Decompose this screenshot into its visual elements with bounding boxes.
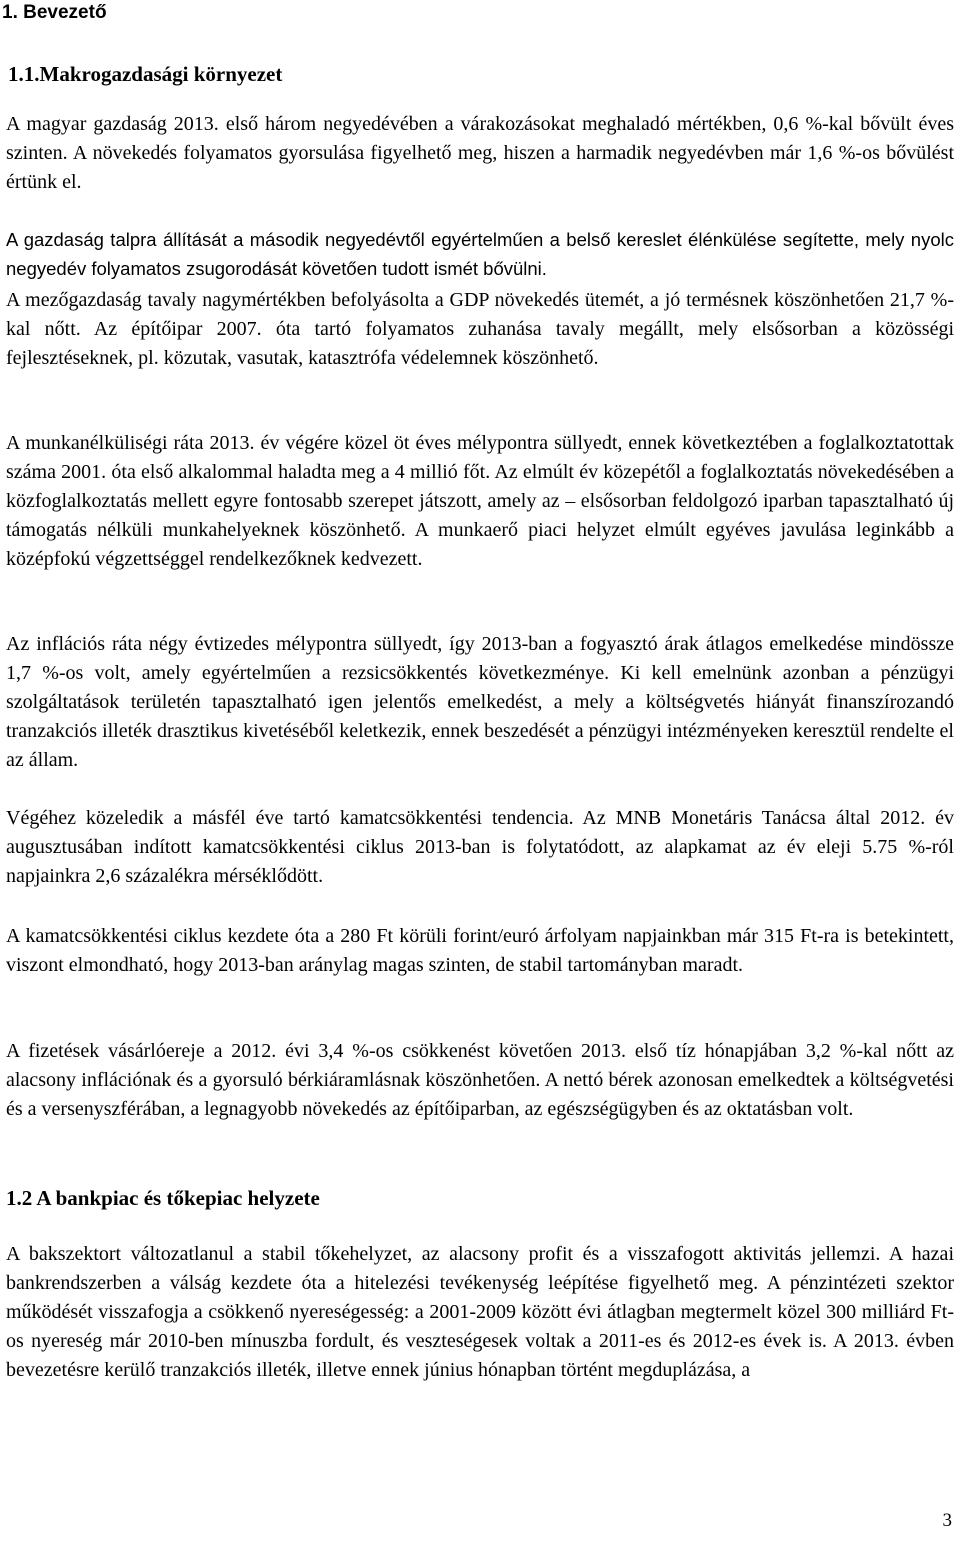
paragraph-domestic-demand: A gazdaság talpra állítását a második negyedévtől egyértelműen a belső kereslet élénkülése segítette, mely nyolc negyedév folyamatos zsugorodását követően tudott ismét bővülni. xyxy=(6,229,954,279)
paragraph-gdp: A magyar gazdaság 2013. első három negyedévében a várakozásokat meghaladó mértékben, 0,6 %-kal bővült éves szinten. A növekedés folyamatos gyorsulása figyelhető meg, hiszen a harmadik negyedévben már 1,6 %-os bővülést értünk el. xyxy=(6,113,954,193)
paragraph-interest-rate: Végéhez közeledik a másfél éve tartó kamatcsökkentési tendencia. Az MNB Monetáris Tanácsa által 2012. év augusztusában indított kamatcsökkentési ciklus 2013-ban is folytatódott, az alapkamat az év eleji 5.75 %-ról napjainkra 2,6 százalékra mérséklődött. xyxy=(6,807,954,887)
section-heading-macro: 1.1.Makrogazdasági környezet xyxy=(8,62,283,86)
page-number: 3 xyxy=(942,1510,952,1531)
paragraph-wages: A fizetések vásárlóereje a 2012. évi 3,4 %-os csökkenést követően 2013. első tíz hónapjában 3,2 %-kal nőtt az alacsony inflációnak és a gyorsuló bérkiáramlásnak köszönhetően. A nettó bérek azonosan emelkedtek a költségvetési és a versenyszférában, a legnagyobb növekedés az építőiparban, az egészségügyben és az oktatásban volt. xyxy=(6,1040,954,1120)
paragraph-agriculture: A mezőgazdaság tavaly nagymértékben befolyásolta a GDP növekedés ütemét, a jó termésnek köszönhetően 21,7 %-kal nőtt. Az építőipar 2007. óta tartó folyamatos zuhanása tavaly megállt, mely elsősorban a közösségi fejlesztéseknek, pl. közutak, vasutak, katasztrófa védelemnek köszönhető. xyxy=(6,289,954,369)
paragraph-exchange-rate: A kamatcsökkentési ciklus kezdete óta a 280 Ft körüli forint/euró árfolyam napjainkban már 315 Ft-ra is betekintett, viszont elmondható, hogy 2013-ban aránylag magas szinten, de stabil tartományban maradt. xyxy=(6,925,954,976)
paragraph-banking: A bakszektort változatlanul a stabil tőkehelyzet, az alacsony profit és a visszafogott aktivitás jellemzi. A hazai bankrendszerben a válság kezdete óta a hitelezési tevékenység leépítése figyelhető meg. A pénzintézeti szektor működését visszafogja a csökkenő nyereségesség: a 2001-2009 között évi átlagban megtermelt közel 300 milliárd Ft-os nyereség már 2010-ben mínuszba fordult, és veszteségesek voltak a 2011-es és 2012-es évek is. A 2013. évben bevezetésre kerülő tranzakciós illeték, illetve ennek június hónapban történt megduplázása, a xyxy=(6,1243,954,1381)
paragraph-inflation: Az inflációs ráta négy évtizedes mélypontra süllyedt, így 2013-ban a fogyasztó árak átlagos emelkedése mindössze 1,7 %-os volt, amely egyértelműen a rezsicsökkentés következménye. Ki kell emelnünk azonban a pénzügyi szolgáltatások területén tapasztalható igen jelentős emelkedést, a mely a költségvetés hiányát finanszírozandó tranzakciós illeték drasztikus kivetéséből keletkezik, ennek beszedését a pénzügyi intézményeken keresztül rendelte el az állam. xyxy=(6,633,954,771)
chapter-heading: 1. Bevezető xyxy=(2,2,107,23)
section-heading-bank: 1.2 A bankpiac és tőkepiac helyzete xyxy=(6,1186,320,1210)
paragraph-employment: A munkanélküliségi ráta 2013. év végére közel öt éves mélypontra süllyedt, ennek következtében a foglalkoztatottak száma 2001. óta első alkalommal haladta meg a 4 millió főt. Az elmúlt év közepétől a foglalkoztatás növekedésében a közfoglalkoztatás mellett egyre fontosabb szerepet játszott, amely az – elsősorban feldolgozó iparban tapasztalható új támogatás nélküli munkahelyeknek köszönhető. A munkaerő piaci helyzet elmúlt egyéves javulása leginkább a középfokú végzettséggel rendelkezőknek kedvezett. xyxy=(6,432,954,570)
